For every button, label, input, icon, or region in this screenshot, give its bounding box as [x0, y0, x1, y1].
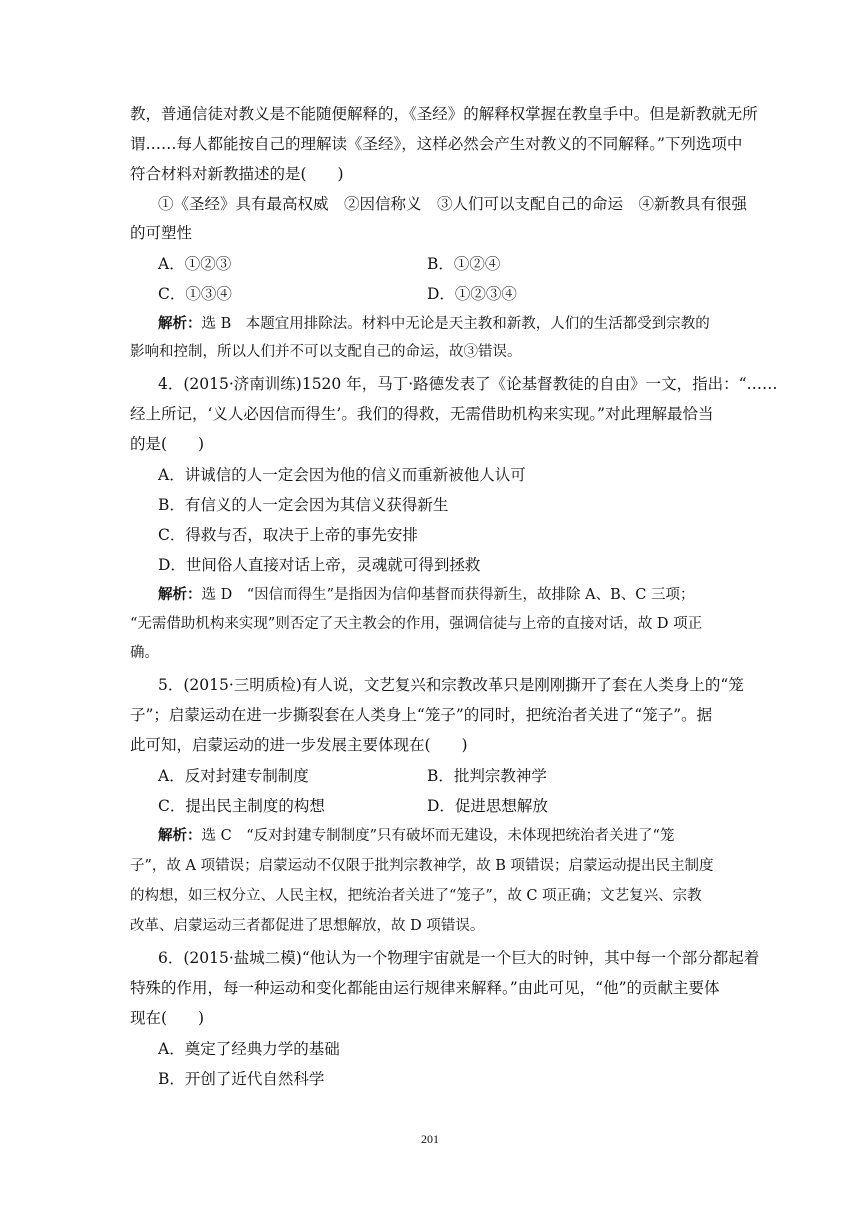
q5-stem-line-1: 5．(2015·三明质检)有人说，文艺复兴和宗教改革只是刚刚撕开了套在人类身上的“笼: [158, 676, 744, 694]
q4-stem-line-3: 的是( ): [130, 435, 205, 453]
q5-option-d: D．促进思想解放: [427, 797, 548, 815]
q3-option-c: C．①③④: [158, 285, 232, 303]
q4-stem-line-1: 4．(2015·济南训练)1520 年，马丁·路德发表了《论基督教徒的自由》一文，指出：“……: [158, 375, 778, 393]
q6-option-b: B．开创了近代自然科学: [158, 1070, 325, 1088]
analysis-label: 解析：: [158, 827, 202, 844]
q5-analysis-text: 选 C “反对封建专制制度”只有破坏而无建设，未体现把统治者关进了“笼: [201, 828, 675, 844]
q4-analysis-text: 选 D “因信而得生”是指因为信仰基督而获得新生，故排除 A、B、C 三项；: [201, 587, 695, 603]
analysis-label: 解析：: [158, 586, 202, 603]
q6-option-a: A．奠定了经典力学的基础: [158, 1040, 340, 1058]
q5-stem-line-3: 此可知，启蒙运动的进一步发展主要体现在( ): [130, 736, 468, 754]
q4-analysis-line-1: [158, 585, 695, 605]
q3-stem-line-3: 符合材料对新教描述的是( ): [130, 165, 344, 183]
q4-option-d: D．世间俗人直接对话上帝，灵魂就可得到拯救: [158, 556, 481, 574]
q5-option-c: C．提出民主制度的构想: [158, 797, 325, 815]
q6-stem-line-1: 6．(2015·盐城二模)“他认为一个物理宇宙就是一个巨大的时钟，其中每一个部分都起着: [158, 949, 760, 967]
q3-analysis-line-1: [158, 314, 710, 334]
q3-items-line-2: 的可塑性: [130, 224, 193, 242]
q3-stem-line-1: 教，普通信徒对教义是不能随便解释的，《圣经》的解释权掌握在教皇手中。但是新教就无所: [130, 105, 758, 123]
q5-analysis-line-3: 的构想，如三权分立、人民主权，把统治者关进了“笼子”，故 C 项正确；文艺复兴、宗教: [130, 888, 702, 904]
q4-option-c: C．得救与否，取决于上帝的事先安排: [158, 526, 418, 544]
q3-stem-line-2: 谓……每人都能按自己的理解读《圣经》，这样必然会产生对教义的不同解释。”下列选项中: [130, 135, 743, 153]
q6-stem-line-2: 特殊的作用，每一种运动和变化都能由运行规律来解释。”由此可见，“他”的贡献主要体: [130, 979, 720, 997]
page-number: 201: [421, 1132, 439, 1146]
q4-option-b: B．有信义的人一定会因为其信义获得新生: [158, 496, 449, 514]
q3-option-b: B．①②④: [427, 255, 501, 273]
q5-analysis-line-4: 改革、启蒙运动三者都促进了思想解放，故 D 项错误。: [130, 918, 485, 934]
q5-analysis-line-1: [158, 826, 674, 846]
q4-analysis-line-3: 确。: [130, 645, 159, 661]
q3-analysis-line-2: 影响和控制，所以人们并不可以支配自己的命运，故③错误。: [130, 344, 522, 360]
q4-analysis-line-2: “无需借助机构来实现”则否定了天主教会的作用，强调信徒与上帝的直接对话，故 D 项正: [130, 616, 703, 632]
analysis-label: 解析：: [158, 315, 202, 332]
q5-analysis-line-2: 子”，故 A 项错误；启蒙运动不仅限于批判宗教神学，故 B 项错误；启蒙运动提出民主制度: [130, 858, 714, 874]
q3-option-d: D．①②③④: [427, 285, 517, 303]
q4-option-a: A．讲诚信的人一定会因为他的信义而重新被他人认可: [158, 466, 526, 484]
q6-stem-line-3: 现在( ): [130, 1009, 205, 1027]
q3-analysis-text: 选 B 本题宜用排除法。材料中无论是天主教和新教，人们的生活都受到宗教的: [201, 316, 710, 332]
q5-option-a: A．反对封建专制制度: [158, 767, 309, 785]
q5-stem-line-2: 子”；启蒙运动在进一步撕裂套在人类身上“笼子”的同时，把统治者关进了“笼子”。据: [130, 706, 713, 724]
q4-stem-line-2: 经上所记，‘义人必因信而得生’。我们的得救，无需借助机构来实现。”对此理解最恰当: [130, 405, 714, 423]
q3-option-a: A．①②③: [158, 255, 232, 273]
q3-items-line-1: ①《圣经》具有最高权威 ②因信称义 ③人们可以支配自己的命运 ④新教具有很强: [158, 195, 748, 213]
q5-option-b: B．批判宗教神学: [427, 767, 547, 785]
